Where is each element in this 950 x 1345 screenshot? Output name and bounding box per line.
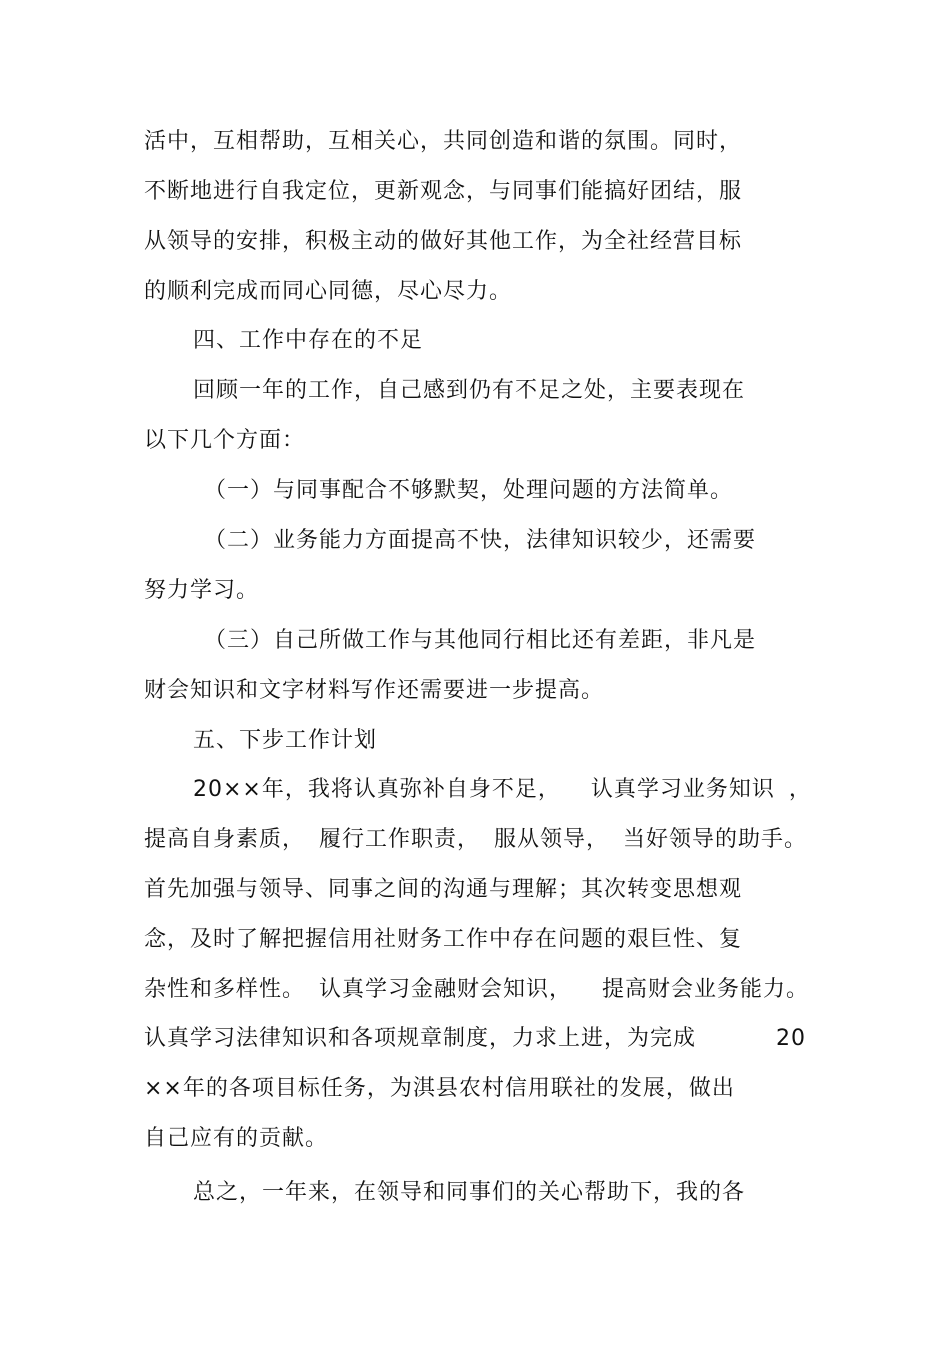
body-text-line — [193, 775, 812, 805]
body-text-line: 努力学习。 — [144, 578, 260, 603]
text-segment: 杂性和多样性。 — [144, 977, 306, 1002]
text-segment: 认真学习业务知识 — [590, 777, 775, 802]
body-text-line: 的顺利完成而同心同德，尽心尽力。 — [144, 279, 513, 304]
section-heading: 四、工作中存在的不足 — [193, 328, 424, 353]
list-item-text: （二）业务能力方面提高不快，法律知识较少，还需要 — [204, 528, 757, 553]
text-segment: 20 — [776, 1026, 807, 1051]
body-text-line: ××年的各项目标任务，为淇县农村信用联社的发展，做出 — [144, 1076, 735, 1101]
body-text-line: 回顾一年的工作，自己感到仍有不足之处，主要表现在 — [193, 378, 746, 403]
body-text-line: 念，及时了解把握信用社财务工作中存在问题的艰巨性、复 — [144, 927, 743, 952]
text-segment: 认真学习金融财会知识， — [319, 977, 573, 1002]
body-text-line: 从领导的安排，积极主动的做好其他工作，为全社经营目标 — [144, 229, 743, 254]
text-segment: 认真学习法律知识和各项规章制度，力求上进，为完成 — [144, 1026, 697, 1051]
body-text-line: 总之，一年来，在领导和同事们的关心帮助下，我的各 — [193, 1180, 746, 1205]
text-segment: ， — [788, 777, 812, 802]
text-segment: 提高财会业务能力。 — [602, 977, 810, 1002]
section-heading: 五、下步工作计划 — [193, 728, 378, 753]
text-segment: 当好领导的助手。 — [623, 827, 808, 852]
body-text-line: 自己应有的贡献。 — [144, 1126, 329, 1151]
list-item-text: （一）与同事配合不够默契，处理问题的方法简单。 — [204, 478, 734, 503]
body-text-line: 财会知识和文字材料写作还需要进一步提高。 — [144, 678, 605, 703]
text-segment: 服从领导， — [494, 827, 610, 852]
text-segment: 提高自身素质， — [144, 827, 306, 852]
body-text-line — [144, 975, 809, 1005]
text-segment: 20××年，我将认真弥补自身不足， — [193, 777, 561, 802]
body-text-line: 首先加强与领导、同事之间的沟通与理解；其次转变思想观 — [144, 877, 743, 902]
body-text-line: 以下几个方面： — [144, 428, 306, 453]
text-segment: 履行工作职责， — [319, 827, 481, 852]
list-item-text: （三）自己所做工作与其他同行相比还有差距，非凡是 — [204, 628, 757, 653]
body-text-line — [144, 825, 807, 855]
body-text-line: 活中，互相帮助，互相关心，共同创造和谐的氛围。同时， — [144, 129, 743, 154]
body-text-line: 不断地进行自我定位，更新观念，与同事们能搞好团结，服 — [144, 179, 743, 204]
body-text-line — [144, 1024, 806, 1054]
